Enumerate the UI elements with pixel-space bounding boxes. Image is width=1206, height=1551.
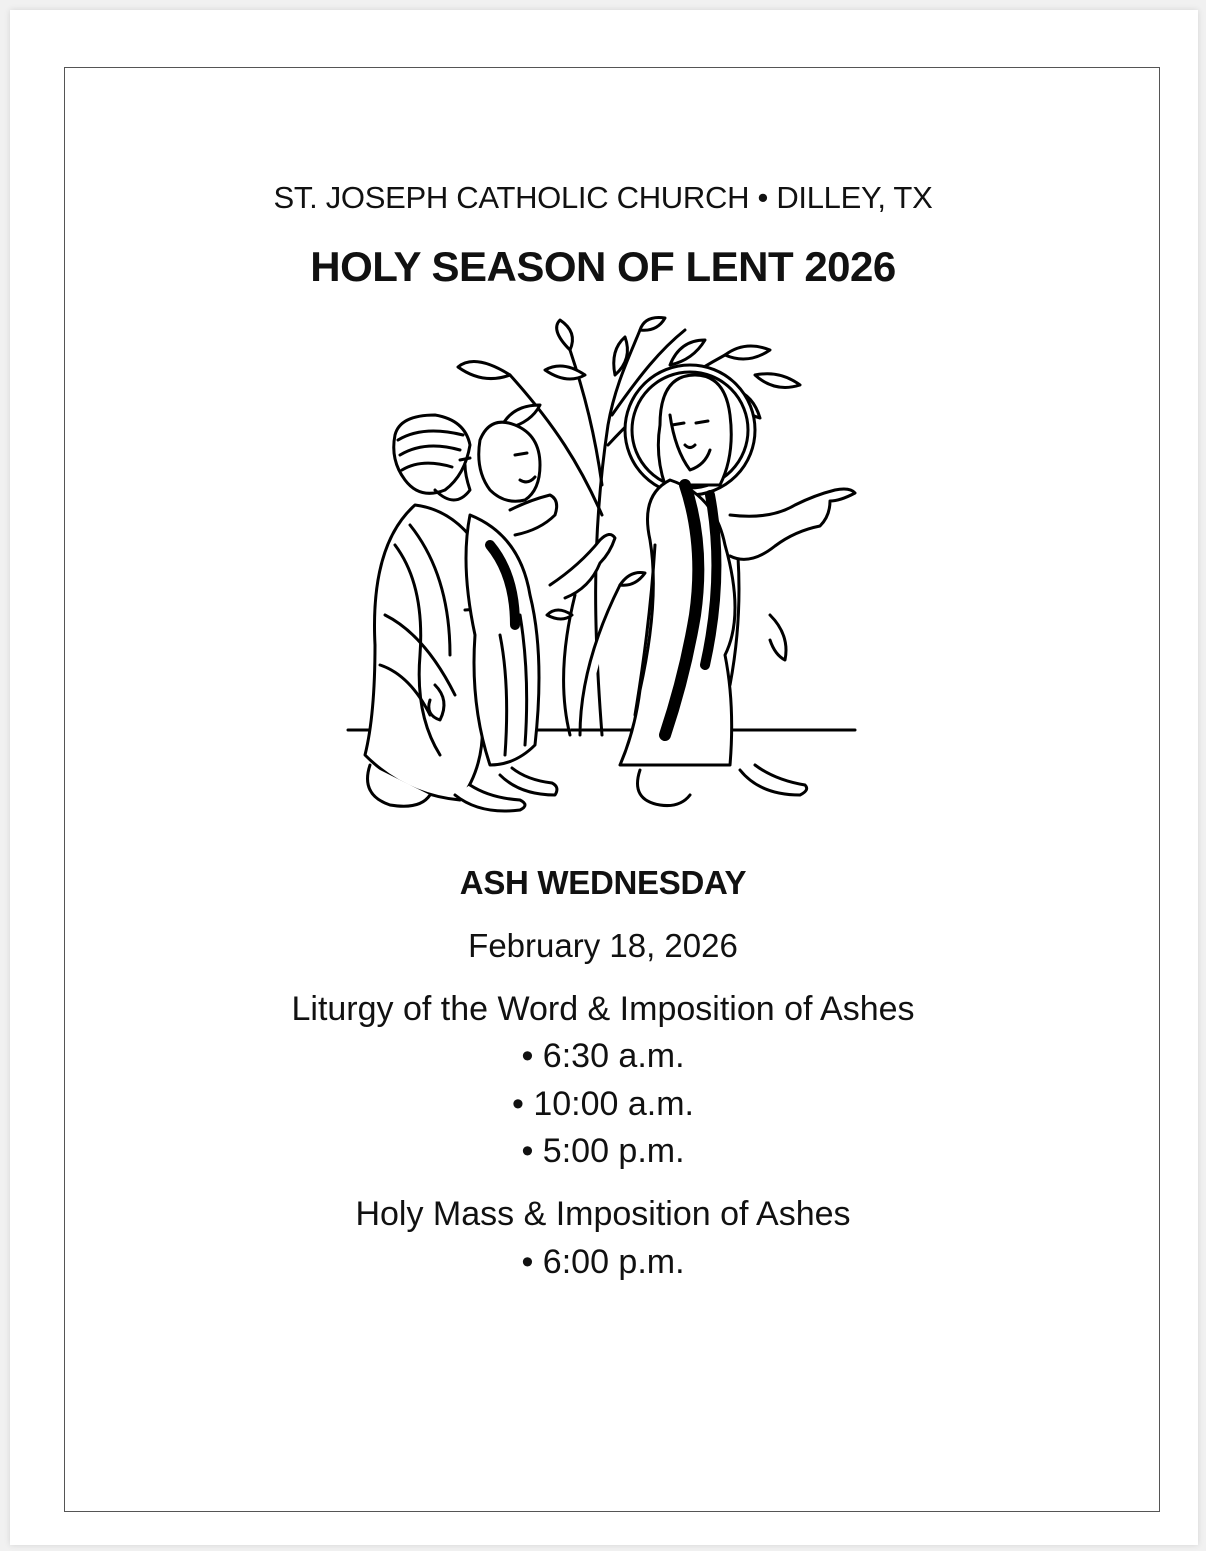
service-time: • 5:00 p.m. (521, 1132, 685, 1170)
service-time: • 10:00 a.m. (511, 1085, 694, 1123)
jesus-and-disciples-line-art-icon (340, 315, 870, 845)
page-title: HOLY SEASON OF LENT 2026 (310, 243, 896, 290)
service-time: • 6:30 a.m. (521, 1037, 685, 1075)
church-name-line: ST. JOSEPH CATHOLIC CHURCH • DILLEY, TX (273, 180, 933, 215)
event-date: February 18, 2026 (468, 927, 738, 964)
event-heading: ASH WEDNESDAY (459, 864, 747, 901)
service-time: • 6:00 p.m. (521, 1243, 685, 1281)
service-name: Liturgy of the Word & Imposition of Ashes (291, 990, 915, 1028)
service-name: Holy Mass & Imposition of Ashes (355, 1195, 851, 1233)
